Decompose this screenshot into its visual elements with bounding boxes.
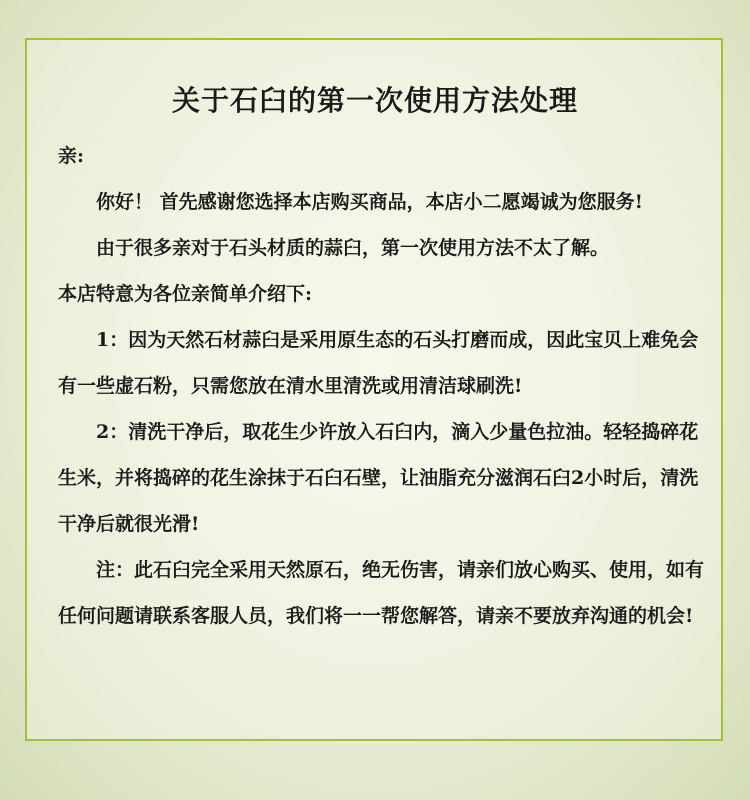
paragraph-intro-cont: 本店特意为各位亲简单介绍下: [58,283,313,305]
instructions-body [58,133,708,639]
paragraph-thanks: 你好！ 首先感谢您选择本店购买商品，本店小二愿竭诚为您服务! [96,191,643,213]
paragraph-intro: 由于很多亲对于石头材质的蒜臼，第一次使用方法不太了解。 [96,237,610,259]
paragraph-step-2: 2：清洗干净后，取花生少许放入石臼内，滴入少量色拉油。轻轻捣碎花生米，并将捣碎的花生涂抹于石臼石壁，让油脂充分滋润石臼2小时后，清洗干净后就很光滑! [58,421,699,535]
paragraph-note: 注：此石臼完全采用天然原石，绝无伤害，请亲们放心购买、使用，如有任何问题请联系客服人员，我们将一一帮您解答，请亲不要放弃沟通的机会! [58,559,705,627]
paragraph-step-1: 1：因为天然石材蒜臼是采用原生态的石头打磨而成，因此宝贝上难免会有一些虚石粉，只需您放在清水里清洗或用清洁球刷洗! [58,329,699,397]
greeting: 亲: [58,145,85,167]
page-title: 关于石臼的第一次使用方法处理 [171,84,578,117]
